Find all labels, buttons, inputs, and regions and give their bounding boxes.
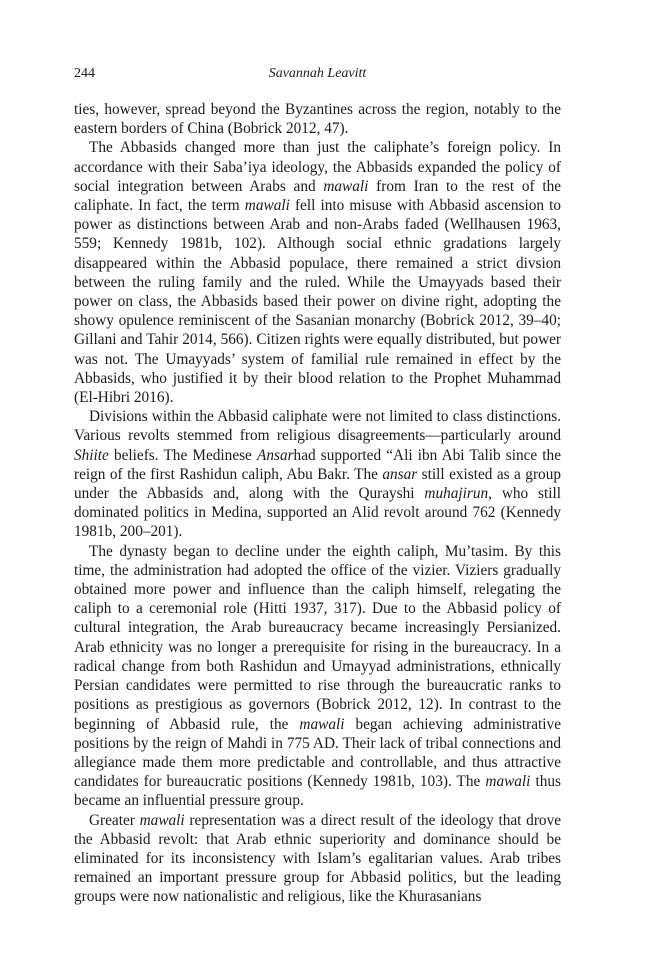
text-run: began achieving administrative positions by the reign of Mahdi in 775 AD. Their lack of tribal connections and allegiance made them more predictable and controllable, and thus attractive candidates for bureaucratic positions (Kennedy 1981b, 103). The xyxy=(74,715,561,791)
text-run: had supported “Ali ibn Abi Talib since the reign of the first Rashidun caliph, Abu Bakr. The xyxy=(74,446,561,483)
paragraph xyxy=(74,100,561,138)
text-run: still existed as a group under the Abbasids and, along with the Qurayshi xyxy=(74,465,561,503)
italic-term: mawali xyxy=(244,197,290,215)
text-run: Divisions within the Abbasid caliphate were not limited to class distinctions. Various revolts stemmed from religious disagreements—particularly around xyxy=(74,408,561,445)
page-header xyxy=(74,66,561,86)
text-run: representation was a direct result of the ideology that drove the Abbasid revolt: that Arab ethnic superiority and dominance should be eliminated for its inconsistency with Islam’s egalitarian values. Arab tribes remained an important pressure group for Abbasid politics, but the leading groups were now nationalistic and religious, like the Khurasanians xyxy=(74,811,562,906)
paragraph xyxy=(74,811,561,907)
italic-term: mawali xyxy=(485,773,531,791)
page-number: 244 xyxy=(74,66,95,81)
italic-term: mawali xyxy=(323,177,369,195)
body-text xyxy=(74,100,561,907)
text-run: Greater xyxy=(89,811,140,829)
text-run: thus became an influential pressure group. xyxy=(74,773,561,810)
italic-term: mawali xyxy=(139,811,185,829)
text-run: beliefs. The Medinese xyxy=(108,446,257,464)
text-run: fell into misuse with Abbasid ascension to power as distinctions between Arab and non-Arabs faded (Wellhausen 1963, 559; Kennedy 1981b, 102). Although social ethnic gradations largely disappeared within the Abbasid populace, there remained a strict divsion between the ruling family and the ruled. While the Umayyads based their power on class, the Abbasids based their power on divine right, adopting the showy opulence reminiscent of the Sasanian monarchy (Bobrick 2012, 39–40; Gillani and Tahir 2014, 566). Citizen rights were equally distributed, but power was not. The Umayyads’ system of familial rule remained in effect by the Abbasids, who justified it by their blood relation to the Prophet Muhammad (El-Hibri 2016). xyxy=(74,197,561,407)
paragraph xyxy=(74,542,561,811)
italic-term: mawali xyxy=(299,715,345,733)
running-head: Savannah Leavitt xyxy=(268,66,367,81)
paragraph xyxy=(74,138,561,407)
text-run: The Abbasids changed more than just the caliphate’s foreign policy. In accordance with their Saba’iya ideology, the Abbasids expanded the policy of social integration between Arabs and xyxy=(74,139,561,195)
italic-term: Shiite xyxy=(74,446,109,464)
text-run: ties, however, spread beyond the Byzantines across the region, notably to the eastern borders of China (Bobrick 2012, 47). xyxy=(74,101,561,138)
text-run: The dynasty began to decline under the eighth caliph, Mu’tasim. By this time, the administration had adopted the office of the vizier. Viziers gradually obtained more power and influence than the caliph himself, relegating the caliph to a ceremonial role (Hitti 1937, 317). Due to the Abbasid policy of cultural integration, the Arab bureaucracy became increasingly Persianized. Arab ethnicity was no longer a prerequisite for rising in the bureaucracy. In a radical change from both Rashidun and Umayyad administrations, ethnically Persian candidates were permitted to rise through the bureaucratic ranks to positions as prestigious as governors (Bobrick 2012, 12). In contrast to the beginning of Abbasid rule, the xyxy=(74,542,561,733)
text-run: from Iran to the rest of the caliphate. In fact, the term xyxy=(74,177,562,215)
paragraph xyxy=(74,407,561,541)
italic-term: Ansar xyxy=(257,446,294,464)
italic-term: ansar xyxy=(382,465,418,483)
text-run: , who still dominated politics in Medina, supported an Alid revolt around 762 (Kennedy 1981b, 200–201). xyxy=(74,485,561,541)
italic-term: muhajirun xyxy=(424,485,489,503)
